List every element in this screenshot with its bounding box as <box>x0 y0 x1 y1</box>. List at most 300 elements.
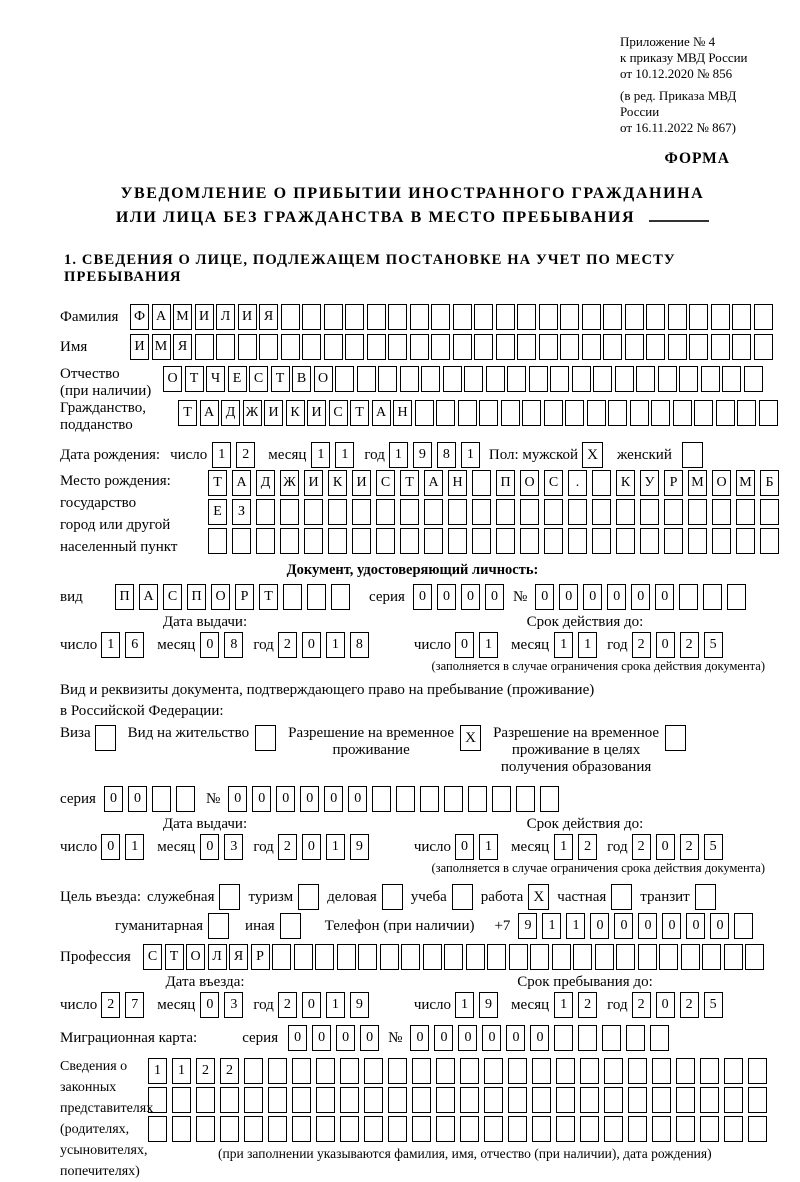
char-box[interactable] <box>689 304 708 330</box>
char-box[interactable] <box>367 334 386 360</box>
char-box[interactable] <box>352 499 371 525</box>
char-box[interactable] <box>578 1025 597 1051</box>
char-box[interactable]: 2 <box>278 632 297 658</box>
char-box[interactable]: 2 <box>278 992 297 1018</box>
char-box[interactable] <box>364 1116 383 1142</box>
char-box[interactable] <box>603 334 622 360</box>
char-box[interactable] <box>668 334 687 360</box>
char-box[interactable]: 0 <box>101 834 120 860</box>
char-box[interactable] <box>244 1058 263 1084</box>
char-box[interactable]: 0 <box>655 584 674 610</box>
char-box[interactable] <box>650 1025 669 1051</box>
char-box[interactable] <box>352 528 371 554</box>
char-box[interactable] <box>532 1087 551 1113</box>
char-box[interactable] <box>436 1116 455 1142</box>
char-box[interactable] <box>711 304 730 330</box>
char-box[interactable] <box>410 334 429 360</box>
char-box[interactable] <box>658 366 677 392</box>
char-box[interactable]: 1 <box>326 632 345 658</box>
char-box[interactable] <box>268 1058 287 1084</box>
char-box[interactable]: 0 <box>348 786 367 812</box>
char-box[interactable] <box>520 499 539 525</box>
char-box[interactable] <box>604 1116 623 1142</box>
char-box[interactable] <box>376 499 395 525</box>
char-box[interactable]: 1 <box>461 442 480 468</box>
char-box[interactable] <box>280 499 299 525</box>
char-box[interactable]: Я <box>229 944 248 970</box>
char-box[interactable]: А <box>139 584 158 610</box>
char-box[interactable] <box>652 1116 671 1142</box>
char-box[interactable] <box>460 1087 479 1113</box>
char-box[interactable]: С <box>249 366 268 392</box>
char-box[interactable] <box>458 400 477 426</box>
char-box[interactable]: 0 <box>288 1025 307 1051</box>
char-box[interactable]: Т <box>208 470 227 496</box>
char-box[interactable] <box>700 1087 719 1113</box>
char-box[interactable] <box>748 1087 767 1113</box>
char-box[interactable]: Д <box>221 400 240 426</box>
char-box[interactable] <box>316 1058 335 1084</box>
char-box[interactable]: 9 <box>350 992 369 1018</box>
char-box[interactable]: 1 <box>335 442 354 468</box>
char-box[interactable] <box>530 944 549 970</box>
char-box[interactable] <box>268 1087 287 1113</box>
char-box[interactable] <box>592 528 611 554</box>
char-box[interactable]: 0 <box>410 1025 429 1051</box>
char-box[interactable] <box>702 944 721 970</box>
char-box[interactable] <box>388 1058 407 1084</box>
char-box[interactable]: В <box>292 366 311 392</box>
char-box[interactable] <box>453 334 472 360</box>
char-box[interactable]: О <box>520 470 539 496</box>
char-box[interactable] <box>431 334 450 360</box>
char-box[interactable]: 2 <box>578 834 597 860</box>
char-box[interactable]: 0 <box>535 584 554 610</box>
char-box[interactable]: 0 <box>458 1025 477 1051</box>
char-box[interactable] <box>443 366 462 392</box>
purpose-business-checkbox[interactable] <box>382 884 403 910</box>
char-box[interactable]: Я <box>173 334 192 360</box>
char-box[interactable]: К <box>286 400 305 426</box>
char-box[interactable]: 1 <box>172 1058 191 1084</box>
char-box[interactable] <box>316 1116 335 1142</box>
char-box[interactable] <box>754 304 773 330</box>
char-box[interactable] <box>508 1087 527 1113</box>
char-box[interactable] <box>172 1116 191 1142</box>
char-box[interactable] <box>372 786 391 812</box>
char-box[interactable]: Р <box>251 944 270 970</box>
char-box[interactable] <box>292 1116 311 1142</box>
char-box[interactable] <box>292 1087 311 1113</box>
char-box[interactable]: Т <box>259 584 278 610</box>
char-box[interactable] <box>532 1058 551 1084</box>
char-box[interactable] <box>711 334 730 360</box>
char-box[interactable] <box>448 499 467 525</box>
char-box[interactable] <box>401 944 420 970</box>
char-box[interactable] <box>259 334 278 360</box>
char-box[interactable] <box>540 786 559 812</box>
char-box[interactable] <box>544 528 563 554</box>
char-box[interactable] <box>727 584 746 610</box>
char-box[interactable] <box>367 304 386 330</box>
char-box[interactable] <box>340 1116 359 1142</box>
char-box[interactable] <box>724 944 743 970</box>
char-box[interactable]: М <box>736 470 755 496</box>
char-box[interactable] <box>556 1058 575 1084</box>
char-box[interactable]: 1 <box>578 632 597 658</box>
char-box[interactable]: Б <box>760 470 779 496</box>
char-box[interactable] <box>148 1087 167 1113</box>
char-box[interactable] <box>436 400 455 426</box>
purpose-private-checkbox[interactable] <box>611 884 632 910</box>
temp-residence-checkbox[interactable]: X <box>460 725 481 751</box>
char-box[interactable] <box>302 334 321 360</box>
char-box[interactable] <box>412 1116 431 1142</box>
char-box[interactable] <box>673 400 692 426</box>
char-box[interactable] <box>345 334 364 360</box>
char-box[interactable] <box>400 528 419 554</box>
char-box[interactable]: 1 <box>479 632 498 658</box>
char-box[interactable] <box>307 584 326 610</box>
sex-male-checkbox[interactable]: X <box>582 442 603 468</box>
char-box[interactable] <box>448 528 467 554</box>
char-box[interactable]: 2 <box>680 834 699 860</box>
char-box[interactable] <box>700 1116 719 1142</box>
char-box[interactable]: 1 <box>148 1058 167 1084</box>
char-box[interactable]: 8 <box>437 442 456 468</box>
char-box[interactable]: Ж <box>280 470 299 496</box>
char-box[interactable]: А <box>200 400 219 426</box>
char-box[interactable]: 0 <box>300 786 319 812</box>
char-box[interactable] <box>712 499 731 525</box>
char-box[interactable] <box>496 499 515 525</box>
char-box[interactable]: 1 <box>554 992 573 1018</box>
char-box[interactable] <box>421 366 440 392</box>
char-box[interactable]: 0 <box>614 913 633 939</box>
char-box[interactable]: 0 <box>583 584 602 610</box>
char-box[interactable] <box>688 499 707 525</box>
char-box[interactable]: К <box>328 470 347 496</box>
char-box[interactable] <box>256 499 275 525</box>
char-box[interactable] <box>582 304 601 330</box>
char-box[interactable]: 0 <box>312 1025 331 1051</box>
char-box[interactable]: З <box>232 499 251 525</box>
sex-female-checkbox[interactable] <box>682 442 703 468</box>
char-box[interactable] <box>516 786 535 812</box>
char-box[interactable]: О <box>712 470 731 496</box>
char-box[interactable]: Р <box>664 470 683 496</box>
char-box[interactable]: 0 <box>590 913 609 939</box>
char-box[interactable]: 2 <box>680 632 699 658</box>
char-box[interactable]: 0 <box>252 786 271 812</box>
char-box[interactable] <box>724 1087 743 1113</box>
char-box[interactable] <box>688 528 707 554</box>
purpose-transit-checkbox[interactable] <box>695 884 716 910</box>
char-box[interactable] <box>388 1116 407 1142</box>
char-box[interactable] <box>466 944 485 970</box>
char-box[interactable] <box>550 366 569 392</box>
char-box[interactable]: 0 <box>461 584 480 610</box>
char-box[interactable] <box>651 400 670 426</box>
char-box[interactable] <box>195 334 214 360</box>
char-box[interactable] <box>640 528 659 554</box>
char-box[interactable]: 2 <box>101 992 120 1018</box>
char-box[interactable] <box>316 1087 335 1113</box>
char-box[interactable] <box>396 786 415 812</box>
char-box[interactable] <box>580 1058 599 1084</box>
char-box[interactable]: 0 <box>200 992 219 1018</box>
char-box[interactable] <box>172 1087 191 1113</box>
char-box[interactable] <box>388 334 407 360</box>
char-box[interactable] <box>304 528 323 554</box>
char-box[interactable] <box>568 528 587 554</box>
char-box[interactable]: 0 <box>200 632 219 658</box>
char-box[interactable]: Л <box>216 304 235 330</box>
char-box[interactable]: И <box>352 470 371 496</box>
char-box[interactable] <box>745 944 764 970</box>
char-box[interactable]: А <box>372 400 391 426</box>
char-box[interactable] <box>376 528 395 554</box>
char-box[interactable] <box>616 499 635 525</box>
char-box[interactable]: 2 <box>220 1058 239 1084</box>
char-box[interactable]: 2 <box>632 992 651 1018</box>
char-box[interactable] <box>410 304 429 330</box>
char-box[interactable]: М <box>152 334 171 360</box>
purpose-study-checkbox[interactable] <box>452 884 473 910</box>
char-box[interactable]: Я <box>259 304 278 330</box>
char-box[interactable] <box>496 304 515 330</box>
char-box[interactable] <box>640 499 659 525</box>
char-box[interactable]: 0 <box>104 786 123 812</box>
char-box[interactable]: С <box>329 400 348 426</box>
char-box[interactable]: И <box>264 400 283 426</box>
char-box[interactable] <box>444 786 463 812</box>
char-box[interactable]: 5 <box>704 632 723 658</box>
char-box[interactable] <box>628 1058 647 1084</box>
char-box[interactable]: 1 <box>326 992 345 1018</box>
char-box[interactable] <box>196 1087 215 1113</box>
char-box[interactable] <box>328 499 347 525</box>
char-box[interactable] <box>324 334 343 360</box>
char-box[interactable] <box>400 499 419 525</box>
char-box[interactable] <box>148 1116 167 1142</box>
char-box[interactable] <box>484 1058 503 1084</box>
char-box[interactable] <box>460 1058 479 1084</box>
char-box[interactable]: Н <box>448 470 467 496</box>
char-box[interactable] <box>208 528 227 554</box>
char-box[interactable] <box>539 304 558 330</box>
char-box[interactable] <box>357 366 376 392</box>
char-box[interactable] <box>424 528 443 554</box>
purpose-humanitarian-checkbox[interactable] <box>208 913 229 939</box>
char-box[interactable] <box>676 1058 695 1084</box>
char-box[interactable] <box>364 1087 383 1113</box>
char-box[interactable] <box>294 944 313 970</box>
char-box[interactable] <box>436 1087 455 1113</box>
char-box[interactable] <box>484 1087 503 1113</box>
char-box[interactable]: 1 <box>389 442 408 468</box>
char-box[interactable]: 9 <box>413 442 432 468</box>
char-box[interactable] <box>568 499 587 525</box>
char-box[interactable] <box>646 334 665 360</box>
char-box[interactable] <box>560 334 579 360</box>
char-box[interactable]: 0 <box>455 632 474 658</box>
char-box[interactable] <box>734 913 753 939</box>
char-box[interactable]: Т <box>400 470 419 496</box>
char-box[interactable]: 1 <box>554 632 573 658</box>
char-box[interactable] <box>415 400 434 426</box>
char-box[interactable] <box>668 304 687 330</box>
char-box[interactable]: 0 <box>360 1025 379 1051</box>
char-box[interactable] <box>539 334 558 360</box>
char-box[interactable] <box>580 1116 599 1142</box>
char-box[interactable] <box>652 1058 671 1084</box>
char-box[interactable] <box>388 1087 407 1113</box>
char-box[interactable]: Н <box>393 400 412 426</box>
char-box[interactable] <box>302 304 321 330</box>
char-box[interactable] <box>724 1116 743 1142</box>
char-box[interactable]: 0 <box>434 1025 453 1051</box>
char-box[interactable] <box>722 366 741 392</box>
char-box[interactable] <box>304 499 323 525</box>
char-box[interactable] <box>486 366 505 392</box>
char-box[interactable] <box>626 1025 645 1051</box>
char-box[interactable]: А <box>232 470 251 496</box>
char-box[interactable] <box>479 400 498 426</box>
char-box[interactable] <box>522 400 541 426</box>
char-box[interactable] <box>760 499 779 525</box>
char-box[interactable]: 0 <box>128 786 147 812</box>
char-box[interactable]: И <box>307 400 326 426</box>
char-box[interactable] <box>331 584 350 610</box>
purpose-other-checkbox[interactable] <box>280 913 301 939</box>
char-box[interactable]: 0 <box>559 584 578 610</box>
char-box[interactable] <box>472 499 491 525</box>
char-box[interactable]: 0 <box>638 913 657 939</box>
char-box[interactable] <box>582 334 601 360</box>
char-box[interactable]: 0 <box>200 834 219 860</box>
char-box[interactable] <box>335 366 354 392</box>
char-box[interactable] <box>664 499 683 525</box>
char-box[interactable] <box>625 304 644 330</box>
char-box[interactable]: 0 <box>485 584 504 610</box>
char-box[interactable] <box>436 1058 455 1084</box>
char-box[interactable]: Е <box>228 366 247 392</box>
char-box[interactable] <box>468 786 487 812</box>
char-box[interactable] <box>388 304 407 330</box>
char-box[interactable]: 0 <box>276 786 295 812</box>
char-box[interactable] <box>345 304 364 330</box>
char-box[interactable]: 1 <box>212 442 231 468</box>
char-box[interactable] <box>724 1058 743 1084</box>
char-box[interactable]: Ф <box>130 304 149 330</box>
char-box[interactable] <box>748 1058 767 1084</box>
char-box[interactable] <box>595 944 614 970</box>
char-box[interactable] <box>196 1116 215 1142</box>
char-box[interactable]: О <box>186 944 205 970</box>
char-box[interactable] <box>679 366 698 392</box>
char-box[interactable] <box>592 499 611 525</box>
char-box[interactable] <box>431 304 450 330</box>
char-box[interactable] <box>604 1087 623 1113</box>
char-box[interactable] <box>587 400 606 426</box>
char-box[interactable] <box>232 528 251 554</box>
char-box[interactable] <box>453 304 472 330</box>
char-box[interactable] <box>748 1116 767 1142</box>
char-box[interactable]: 0 <box>437 584 456 610</box>
char-box[interactable] <box>744 366 763 392</box>
char-box[interactable] <box>532 1116 551 1142</box>
char-box[interactable] <box>412 1087 431 1113</box>
char-box[interactable]: Р <box>235 584 254 610</box>
purpose-tourism-checkbox[interactable] <box>298 884 319 910</box>
char-box[interactable]: Т <box>178 400 197 426</box>
char-box[interactable] <box>268 1116 287 1142</box>
char-box[interactable] <box>487 944 506 970</box>
char-box[interactable] <box>358 944 377 970</box>
char-box[interactable]: О <box>314 366 333 392</box>
char-box[interactable] <box>474 334 493 360</box>
char-box[interactable] <box>315 944 334 970</box>
char-box[interactable] <box>732 334 751 360</box>
purpose-work-checkbox[interactable]: X <box>528 884 549 910</box>
char-box[interactable] <box>616 944 635 970</box>
char-box[interactable] <box>664 528 683 554</box>
char-box[interactable]: К <box>616 470 635 496</box>
char-box[interactable] <box>444 944 463 970</box>
char-box[interactable] <box>216 334 235 360</box>
char-box[interactable] <box>281 304 300 330</box>
char-box[interactable] <box>420 786 439 812</box>
char-box[interactable] <box>484 1116 503 1142</box>
char-box[interactable] <box>238 334 257 360</box>
char-box[interactable]: 0 <box>656 834 675 860</box>
char-box[interactable] <box>760 528 779 554</box>
char-box[interactable] <box>565 400 584 426</box>
char-box[interactable]: И <box>304 470 323 496</box>
char-box[interactable]: 7 <box>125 992 144 1018</box>
char-box[interactable]: Е <box>208 499 227 525</box>
char-box[interactable]: М <box>173 304 192 330</box>
char-box[interactable] <box>517 304 536 330</box>
char-box[interactable] <box>244 1116 263 1142</box>
char-box[interactable] <box>380 944 399 970</box>
char-box[interactable] <box>508 1058 527 1084</box>
char-box[interactable]: 2 <box>680 992 699 1018</box>
char-box[interactable]: 2 <box>578 992 597 1018</box>
char-box[interactable]: 1 <box>566 913 585 939</box>
char-box[interactable] <box>592 470 611 496</box>
char-box[interactable] <box>460 1116 479 1142</box>
char-box[interactable]: С <box>143 944 162 970</box>
char-box[interactable] <box>676 1087 695 1113</box>
char-box[interactable] <box>492 786 511 812</box>
char-box[interactable]: 3 <box>224 992 243 1018</box>
char-box[interactable] <box>508 1116 527 1142</box>
char-box[interactable] <box>573 944 592 970</box>
char-box[interactable]: 0 <box>336 1025 355 1051</box>
char-box[interactable] <box>423 944 442 970</box>
char-box[interactable]: 2 <box>632 834 651 860</box>
char-box[interactable] <box>328 528 347 554</box>
char-box[interactable] <box>572 366 591 392</box>
char-box[interactable] <box>652 1087 671 1113</box>
char-box[interactable] <box>496 334 515 360</box>
char-box[interactable]: И <box>195 304 214 330</box>
char-box[interactable]: 8 <box>224 632 243 658</box>
char-box[interactable]: 2 <box>236 442 255 468</box>
char-box[interactable]: 0 <box>455 834 474 860</box>
